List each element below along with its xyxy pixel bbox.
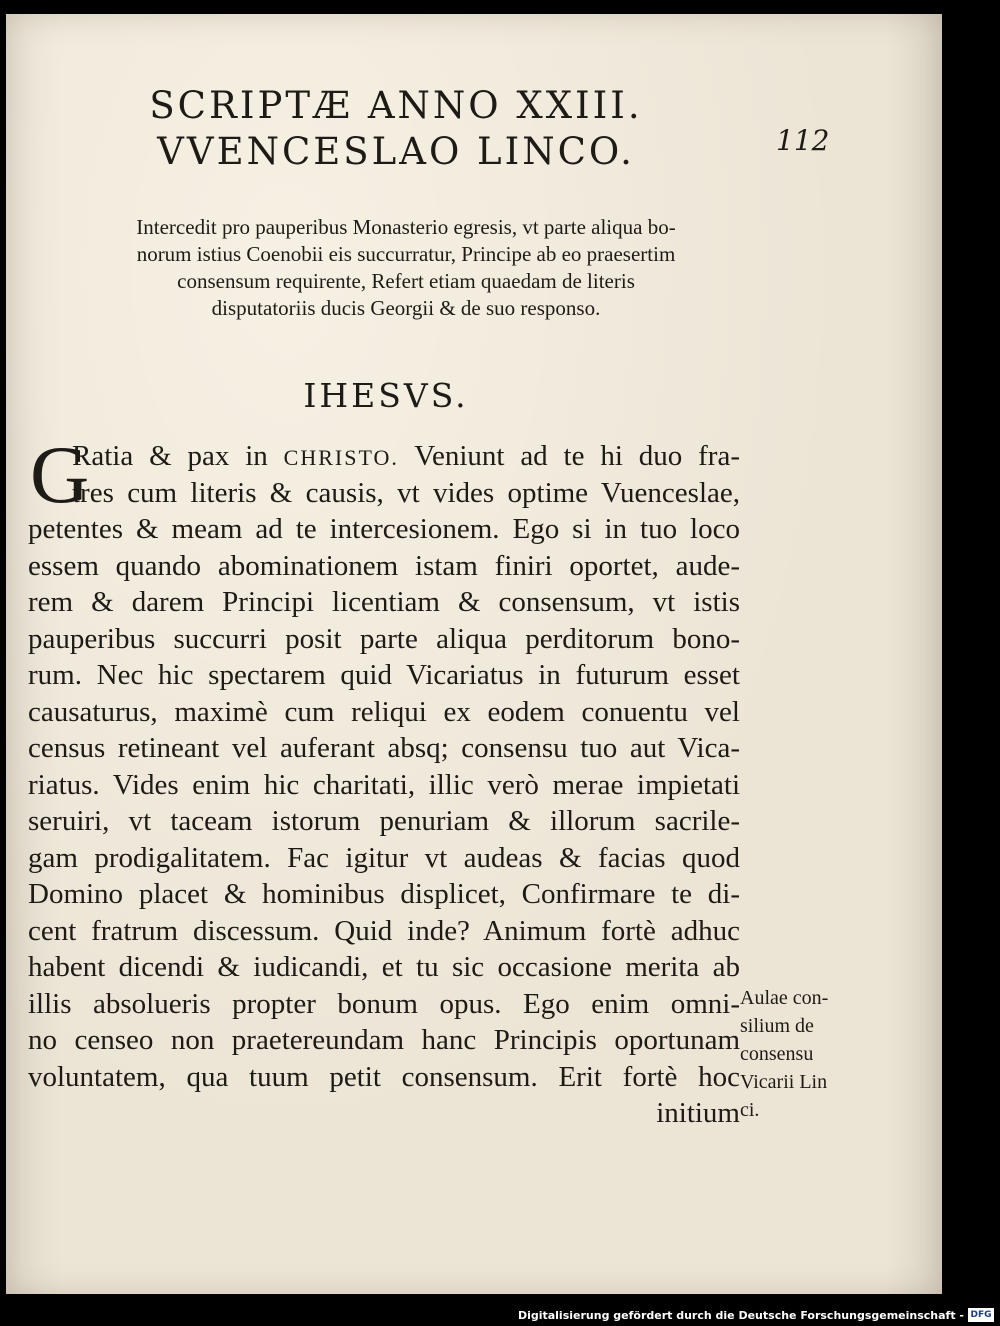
summary-line: Intercedit pro pauperibus Monasterio egresis, vt parte aliqua bo-	[136, 215, 676, 239]
body-line: voluntatem, qua tuum petit consensum. Erit fortè hoc	[28, 1060, 740, 1093]
body-line: cent fratrum discessum. Quid inde? Animum fortè adhuc	[28, 914, 740, 947]
letter-body	[28, 429, 740, 1132]
summary-line: disputatoriis ducis Georgii & de suo responso.	[211, 296, 601, 320]
drop-cap: G	[30, 429, 90, 520]
running-title-line-2: VVENCESLAO LINCO.	[157, 130, 635, 173]
body-line: habent dicendi & iudicandi, et tu sic occasione merita ab	[28, 951, 740, 983]
body-line: pauperibus succurri posit parte aliqua perditorum bono-	[28, 622, 740, 655]
dfg-logo-icon: DFG	[968, 1308, 994, 1322]
summary-line: norum istius Coenobii eis succurratur, Principe ab eo praesertim	[136, 242, 676, 266]
body-line: rum. Nec hic spectarem quid Vicariatus in futurum esset	[28, 659, 740, 691]
body-line-second: tres cum literis & causis, vt vides optime Vuenceslae,	[72, 476, 740, 509]
summary-line: consensum requirente, Refert etiam quaedam de literis	[177, 269, 635, 293]
digitization-credit: Digitalisierung gefördert durch die Deutsche Forschungsgemeinschaft -	[517, 1309, 964, 1322]
body-line: illis absolueris propter bonum opus. Ego enim omni-	[28, 987, 740, 1020]
body-line: gam prodigalitatem. Fac igitur vt audeas & facias quod	[28, 841, 740, 874]
marginal-note-line: silium de	[740, 1015, 814, 1037]
body-first-line-tail: Veniunt ad te hi duo fra-	[398, 440, 740, 472]
marginal-note-line: consensu	[740, 1043, 814, 1065]
body-line: causaturus, maximè cum reliqui ex eodem conuentu vel	[28, 695, 740, 728]
catchword: initium	[656, 1097, 740, 1129]
body-line-first	[28, 438, 740, 475]
body-first-line-start: Ratia & pax in	[72, 440, 284, 472]
body-line: riatus. Vides enim hic charitati, illic verò merae impietati	[28, 768, 740, 801]
body-line: seruiri, vt taceam istorum penuriam & illorum sacrile-	[28, 805, 740, 837]
letter-heading: IHESVS.	[303, 376, 469, 415]
body-first-line-smallcaps: CHRISTO.	[283, 445, 399, 470]
page-number: 112	[776, 124, 830, 157]
letter-summary	[36, 214, 776, 322]
body-line: essem quando abominationem istam finiri oportet, aude-	[28, 549, 740, 582]
marginal-note-line: ci.	[740, 1099, 760, 1121]
body-line: census retineant vel auferant absq; consensu tuo aut Vica-	[28, 732, 740, 764]
running-title-line-1: SCRIPTÆ ANNO XXIII.	[149, 84, 643, 127]
body-line: no censeo non praetereundam hanc Principis oportunam	[28, 1024, 740, 1056]
body-line: Domino placet & hominibus displicet, Confirmare te di-	[28, 878, 740, 910]
marginal-note-line: Aulae con-	[740, 987, 829, 1009]
book-page	[6, 14, 942, 1294]
body-line: petentes & meam ad te intercesionem. Ego si in tuo loco	[28, 513, 740, 545]
marginal-note	[740, 984, 860, 1124]
marginal-note-line: Vicarii Lin	[740, 1071, 828, 1093]
body-line: rem & darem Principi licentiam & consensum, vt istis	[28, 586, 740, 618]
